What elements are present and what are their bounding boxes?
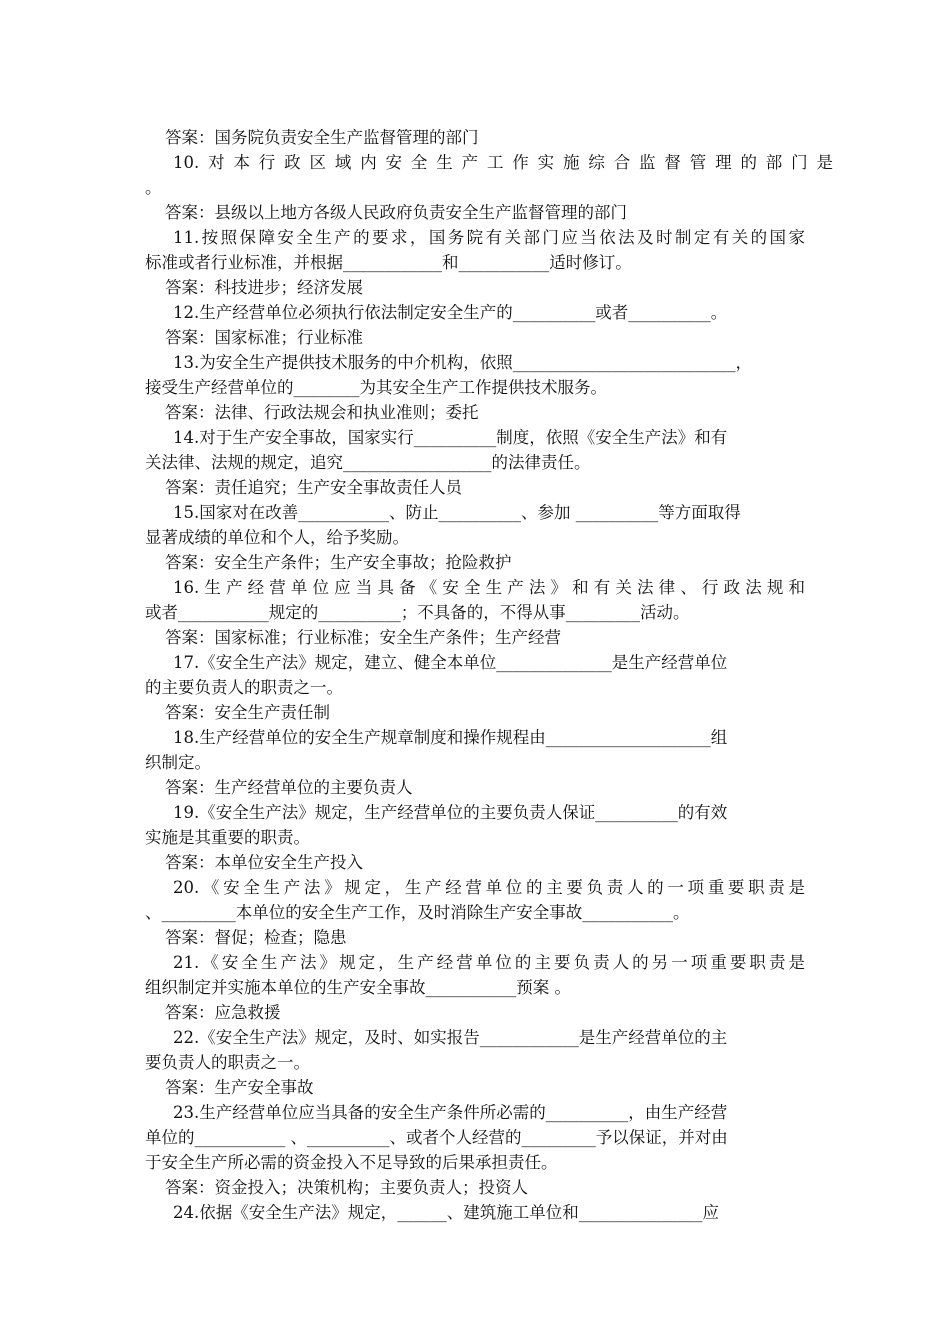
question-line: 19.《安全生产法》规定，生产经营单位的主要负责人保证__________的有效	[173, 803, 728, 822]
answer-line: 答案：责任追究；生产安全事故责任人员	[165, 478, 462, 497]
question-line: 16.生产经营单位应当具备《安全生产法》和有关法律、行政法规和	[173, 578, 805, 597]
question-line: 显著成绩的单位和个人，给予奖励。	[145, 528, 409, 547]
question-line: 要负责人的职责之一。	[145, 1053, 310, 1072]
question-line: 24.依据《安全生产法》规定，______、建筑施工单位和_______________应	[173, 1203, 719, 1222]
question-line: 10.对本行政区域内安全生产工作实施综合监督管理的部门是	[173, 153, 833, 172]
question-line: 织制定。	[145, 753, 211, 772]
question-line: 单位的___________ 、__________、或者个人经营的_________予以保证，并对由	[145, 1128, 728, 1147]
question-line: 17.《安全生产法》规定，建立、健全本单位______________是生产经营单位	[173, 653, 728, 672]
question-line: 接受生产经营单位的________为其安全生产工作提供技术服务。	[145, 378, 607, 397]
question-line: 、_________本单位的安全生产工作，及时消除生产安全事故___________。	[145, 903, 690, 922]
question-line: 11.按照保障安全生产的要求，国务院有关部门应当依法及时制定有关的国家	[173, 228, 805, 247]
answer-line: 答案：国家标准；行业标准；安全生产条件；生产经营	[165, 628, 561, 647]
question-line: 20.《安全生产法》规定，生产经营单位的主要负责人的一项重要职责是	[173, 878, 805, 897]
answer-line: 答案：本单位安全生产投入	[165, 853, 363, 872]
question-line: 18.生产经营单位的安全生产规章制度和操作规程由____________________组	[173, 728, 728, 747]
answer-line: 答案：安全生产条件；生产安全事故；抢险救护	[165, 553, 512, 572]
question-line: 13.为安全生产提供技术服务的中介机构，依照___________________________，	[173, 353, 752, 372]
answer-line: 答案：资金投入；决策机构；主要负责人；投资人	[165, 1178, 528, 1197]
question-line: 14.对于生产安全事故，国家实行__________制度，依照《安全生产法》和有	[173, 428, 728, 447]
answer-line: 答案：国家标准；行业标准	[165, 328, 363, 347]
answer-line: 答案：督促；检查；隐患	[165, 928, 347, 947]
question-line: 组织制定并实施本单位的生产安全事故___________预案 。	[145, 978, 571, 997]
answer-line: 答案：国务院负责安全生产监督管理的部门	[165, 128, 479, 147]
question-line: 标准或者行业标准，并根据____________和___________适时修订。	[145, 253, 632, 272]
question-line: 实施是其重要的职责。	[145, 828, 310, 847]
question-line: 23.生产经营单位应当具备的安全生产条件所必需的__________，由生产经营	[173, 1103, 728, 1122]
answer-line: 答案：生产经营单位的主要负责人	[165, 778, 413, 797]
question-line: 于安全生产所必需的资金投入不足导致的后果承担责任。	[145, 1153, 558, 1172]
answer-line: 答案：应急救援	[165, 1003, 281, 1022]
question-line: 21.《安全生产法》规定，生产经营单位的主要负责人的另一项重要职责是	[173, 953, 805, 972]
question-line: 15.国家对在改善___________、防止__________、参加 __________等方面取得	[173, 503, 741, 522]
question-line: 的主要负责人的职责之一。	[145, 678, 343, 697]
answer-line: 答案：安全生产责任制	[165, 703, 330, 722]
question-line: 。	[145, 178, 162, 197]
question-line: 22.《安全生产法》规定，及时、如实报告____________是生产经营单位的主	[173, 1028, 728, 1047]
answer-line: 答案：科技进步；经济发展	[165, 278, 363, 297]
question-line: 或者___________规定的__________；不具备的，不得从事_________活动。	[145, 603, 690, 622]
answer-line: 答案：法律、行政法规会和执业准则；委托	[165, 403, 479, 422]
answer-line: 答案：县级以上地方各级人民政府负责安全生产监督管理的部门	[165, 203, 627, 222]
question-line: 12.生产经营单位必须执行依法制定安全生产的__________或者__________。	[173, 303, 728, 322]
answer-line: 答案：生产安全事故	[165, 1078, 314, 1097]
question-line: 关法律、法规的规定，追究__________________的法律责任。	[145, 453, 591, 472]
